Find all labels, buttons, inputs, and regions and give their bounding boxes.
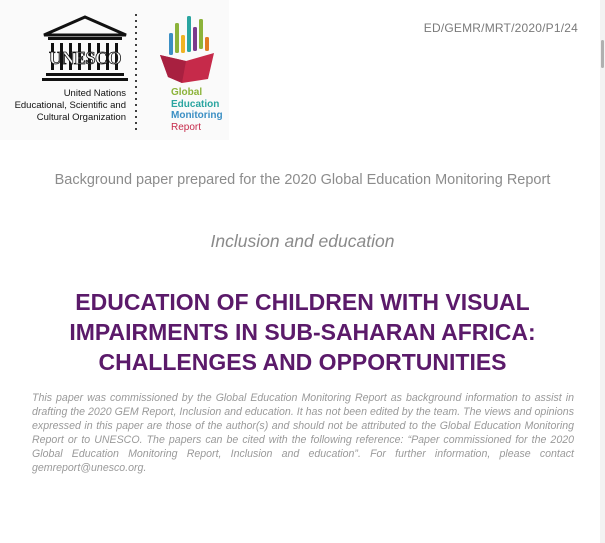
gem-report-name: Global Education Monitoring Report [171,87,223,133]
unesco-wordmark: UNESCO [48,48,122,68]
unesco-name: United Nations Educational, Scientific and Cultural Organization [14,88,126,123]
gem-report-logo [158,13,218,85]
vertical-scrollbar[interactable] [600,0,605,543]
dotted-divider [135,12,137,132]
report-theme: Inclusion and education [210,231,395,251]
paper-title: EDUCATION OF CHILDREN WITH VISUAL IMPAIRMENTS IN SUB-SAHARAN AFRICA: CHALLENGES AND OPPORTUNITIES [69,289,536,375]
scrollbar-thumb[interactable] [601,40,604,68]
background-paper-line: Background paper prepared for the 2020 Global Education Monitoring Report [54,172,551,188]
disclaimer-paragraph: This paper was commissioned by the Global Education Monitoring Report as background information to assist in drafting the 2020 GEM Report, Inclusion and education. It has not been edited by the team. The views and opinions expressed in this paper are those of the author(s) and should not be attributed to the Global Education Monitoring Report or to UNESCO. The papers can be cited with the following reference: “Paper commissioned for the 2020 Global Education Monitoring Report, Inclusion and education”. For further information, please contact gemreport@unesco.org. [32,392,574,474]
document-code: ED/GEMR/MRT/2020/P1/24 [423,21,578,35]
unesco-temple-logo [40,15,130,83]
